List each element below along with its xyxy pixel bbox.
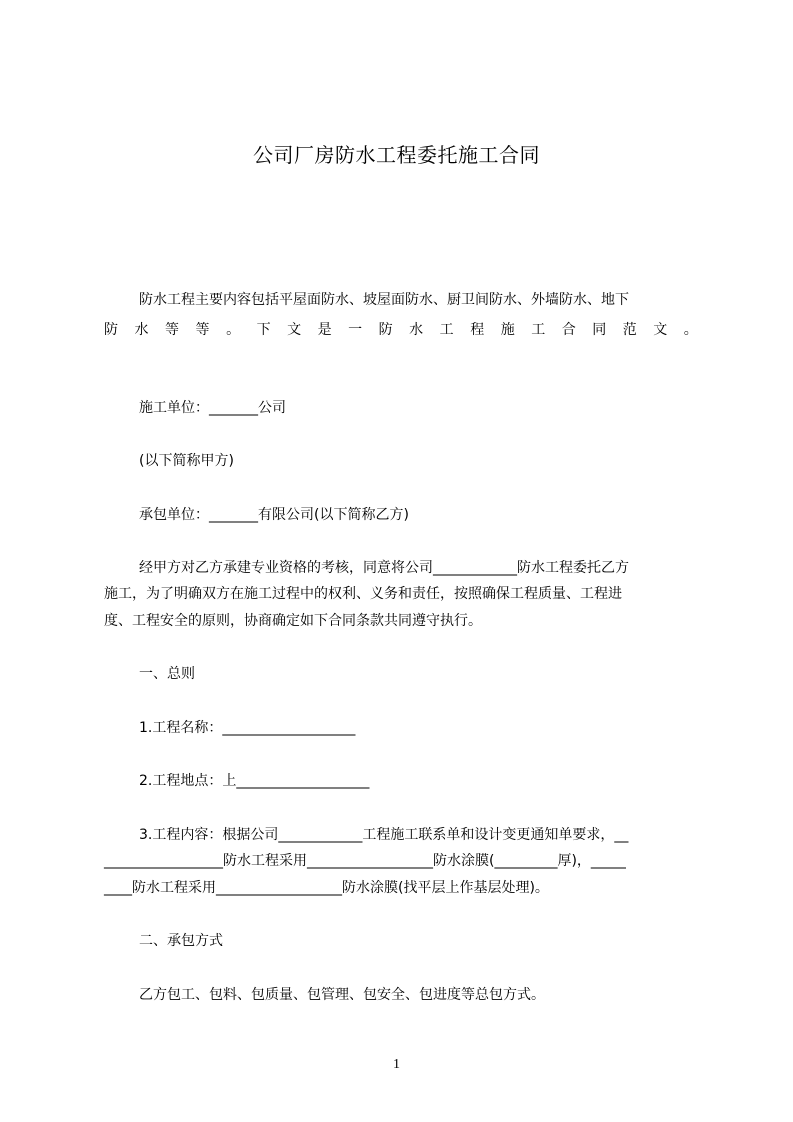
project-content-line-2: _________________防水工程采用__________________防水涂膜(_________厚)，_____ xyxy=(104,853,626,869)
intro-line-2-char: 等 xyxy=(195,322,210,338)
construction-unit-line: 施工单位：_______公司 xyxy=(139,400,286,416)
document-title: 公司厂房防水工程委托施工合同 xyxy=(253,143,540,167)
intro-line-2-char: 工 xyxy=(531,322,546,338)
intro-line-2-char: 程 xyxy=(470,322,485,338)
agreement-line-3: 度、工程安全的原则，协商确定如下合同条款共同遵守执行。 xyxy=(104,613,482,629)
project-content-line-1: 3.工程内容：根据公司____________工程施工联系单和设计变更通知单要求，__ xyxy=(139,827,629,843)
intro-line-2-char: 下 xyxy=(256,322,271,338)
contract-method-text: 乙方包工、包料、包质量、包管理、包安全、包进度等总包方式。 xyxy=(139,987,545,1003)
project-location-line: 2.工程地点：上___________________ xyxy=(139,773,370,789)
intro-line-2 xyxy=(104,320,698,340)
intro-line-2-char: 水 xyxy=(134,322,149,338)
intro-line-2-char: 施 xyxy=(500,322,515,338)
intro-line-2-char: 防 xyxy=(104,322,118,338)
intro-line-2-char: 文 xyxy=(653,322,668,338)
intro-line-2-char: 是 xyxy=(317,322,332,338)
page-number: 1 xyxy=(393,1057,400,1072)
intro-line-1: 防水工程主要内容包括平屋面防水、坡屋面防水、厨卫间防水、外墙防水、地下 xyxy=(139,292,629,308)
contractor-unit-line: 承包单位：_______有限公司(以下简称乙方) xyxy=(139,507,409,523)
intro-line-2-char: 工 xyxy=(439,322,454,338)
intro-line-2-char: 文 xyxy=(287,322,302,338)
intro-line-2-char: 水 xyxy=(409,322,424,338)
project-content-line-3: ____防水工程采用__________________防水涂膜(找平层上作基层处理)。 xyxy=(104,880,549,896)
intro-line-2-char: 。 xyxy=(226,322,241,338)
intro-line-2-char: 同 xyxy=(592,322,607,338)
intro-line-2-char: 合 xyxy=(561,322,576,338)
agreement-line-1: 经甲方对乙方承建专业资格的考核，同意将公司____________防水工程委托乙方 xyxy=(139,560,629,576)
project-name-line: 1.工程名称：___________________ xyxy=(139,720,356,736)
section-2-heading: 二、承包方式 xyxy=(139,933,223,949)
intro-line-2-char: 防 xyxy=(378,322,393,338)
section-1-heading: 一、总则 xyxy=(139,666,195,682)
intro-line-2-char: 范 xyxy=(622,322,637,338)
agreement-line-2: 施工，为了明确双方在施工过程中的权利、义务和责任，按照确保工程质量、工程进 xyxy=(104,586,622,602)
intro-line-2-char: 等 xyxy=(165,322,180,338)
intro-line-2-char: 一 xyxy=(348,322,363,338)
party-a-note: (以下简称甲方) xyxy=(139,453,234,469)
intro-line-2-char: 。 xyxy=(683,322,698,338)
